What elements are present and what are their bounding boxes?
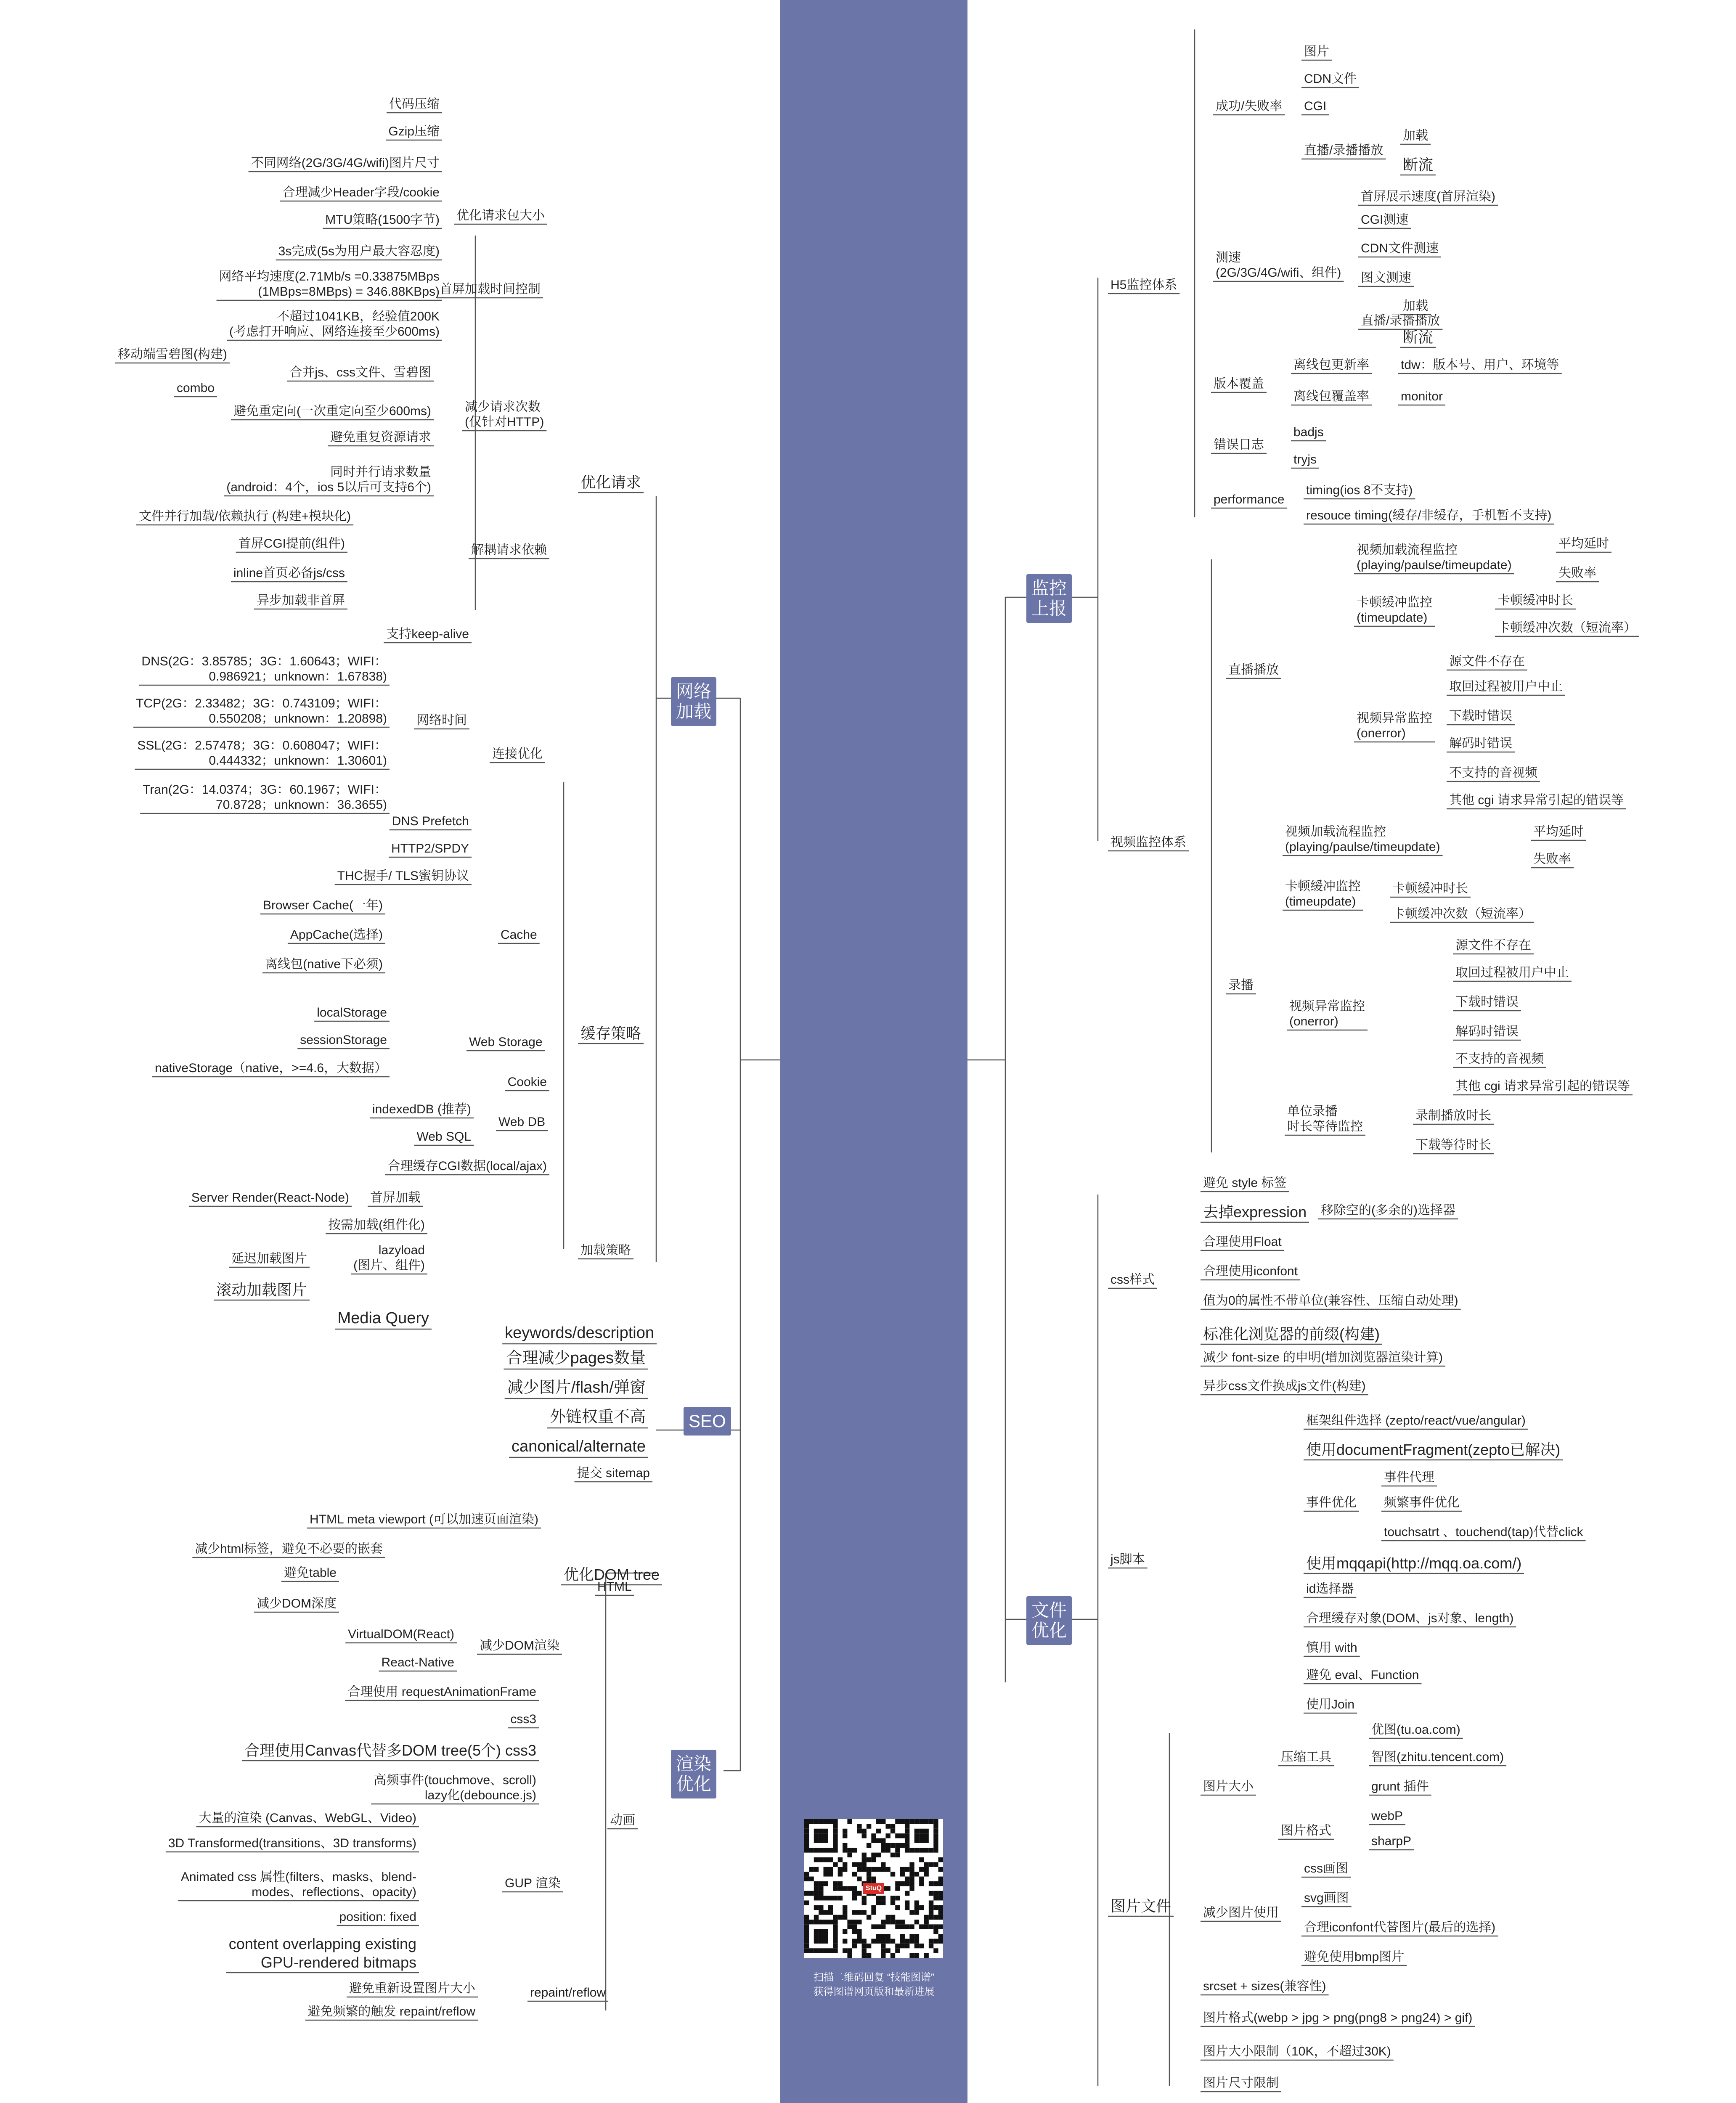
map-node-26: 网络时间 [416, 713, 467, 727]
map-node-6: 3s完成(5s为用户最大容忍度) [278, 244, 440, 258]
map-node-37: localStorage [317, 1006, 387, 1020]
map-node-93: 测速 (2G/3G/4G/wifi、组件) [1216, 251, 1341, 280]
map-node-83: 避免频繁的触发 repaint/reflow [307, 2005, 475, 2018]
map-node-137: 解码时错误 [1455, 1025, 1519, 1038]
map-node-113: 失败率 [1558, 566, 1596, 580]
map-node-158: touchsatrt 、touchend(tap)代替click [1384, 1525, 1583, 1539]
map-node-164: 避免 eval、Function [1306, 1668, 1419, 1682]
map-node-42: Cookie [507, 1075, 547, 1089]
map-node-102: 版本覆盖 [1214, 377, 1264, 391]
map-node-9: 不超过1041KB，经验值200K (考虑打开响应、网络连接至少600ms) [229, 310, 440, 339]
map-node-24: DNS(2G：3.85785；3G：1.60643；WIFI： 0.986921；unknown：1.67838) [141, 654, 387, 683]
map-node-172: 图片格式 [1281, 1824, 1331, 1838]
map-node-96: 图文测速 [1361, 271, 1411, 285]
map-node-157: 频繁事件优化 [1384, 1496, 1460, 1510]
map-node-31: HTTP2/SPDY [391, 842, 469, 856]
map-node-165: 使用Join [1306, 1698, 1355, 1711]
map-node-90: 断流 [1403, 156, 1434, 173]
map-node-100: 离线包更新率 [1293, 358, 1369, 372]
map-node-119: 取回过程被用户中止 [1449, 680, 1563, 694]
map-node-7: 网络平均速度(2.71Mb/s =0.33875MBps (1MBps=8MBps) = 346.88KBps) [219, 270, 440, 299]
map-node-178: 合理iconfont代替图片(最后的选择) [1304, 1920, 1496, 1934]
map-node-27: SSL(2G：2.57478；3G：0.608047；WIFI： 0.444332；unknown：1.30601) [137, 739, 387, 768]
map-node-101: tdw：版本号、用户、环境等 [1401, 358, 1559, 372]
map-node-169: 图片大小 [1203, 1780, 1254, 1793]
map-node-39: Web Storage [469, 1035, 543, 1049]
map-node-74: 动画 [610, 1813, 635, 1827]
map-node-17: 优化请求 [580, 474, 641, 491]
map-node-78: GUP 渲染 [505, 1876, 561, 1890]
map-node-13: 避免重定向(一次重定向至少600ms) [233, 404, 431, 418]
map-node-121: 视频异常监控 (onerror) [1357, 711, 1432, 740]
map-node-140: 单位录播 时长等待监控 [1287, 1104, 1363, 1134]
map-node-132: 源文件不存在 [1455, 938, 1531, 952]
map-node-8: 首屏加载时间控制 [440, 282, 541, 296]
map-node-1: Gzip压缩 [388, 124, 440, 138]
title-banner [780, 0, 967, 2103]
map-node-23: 支持keep-alive [386, 627, 469, 641]
map-node-166: 优图(tu.oa.com) [1371, 1723, 1460, 1737]
map-node-118: 源文件不存在 [1449, 654, 1525, 668]
map-node-19: 首屏CGI提前(组件) [238, 537, 345, 551]
map-node-21: 解耦请求依赖 [471, 543, 547, 557]
map-node-41: nativeStorage（native，>=4.6，大数据） [155, 1061, 387, 1075]
map-node-84: 图片 [1304, 45, 1329, 58]
map-node-89: 加载 [1403, 129, 1428, 143]
map-node-10: 移动端雪碧图(构建) [118, 347, 227, 361]
map-node-159: js脚本 [1111, 1552, 1145, 1566]
map-node-20: inline首页必备js/css [233, 566, 345, 580]
map-node-87: 成功/失败率 [1216, 99, 1283, 113]
map-node-29: 连接优化 [492, 747, 543, 761]
map-node-176: 图片文件 [1111, 1897, 1171, 1915]
map-node-45: Web SQL [416, 1130, 471, 1144]
map-node-32: THC握手/ TLS蜜钥协议 [337, 869, 469, 883]
map-node-126: 视频加载流程监控 (playing/paulse/timeupdate) [1285, 825, 1440, 854]
map-node-95: CDN文件测速 [1361, 241, 1439, 255]
map-node-99: 断流 [1403, 328, 1434, 346]
map-node-146: 合理使用Float [1203, 1235, 1282, 1249]
category-4: 文件 优化 [1026, 1596, 1072, 1645]
map-node-128: 失败率 [1533, 852, 1571, 866]
map-node-61: HTML meta viewport (可以加速页面渲染) [310, 1512, 538, 1526]
map-node-131: 卡顿缓冲次数（短流率） [1392, 907, 1531, 921]
map-node-28: Tran(2G：14.0374；3G：60.1967；WIFI： 70.8728；unknown：36.3655) [143, 783, 387, 812]
map-node-117: 直播播放 [1228, 663, 1279, 677]
map-node-35: Cache [501, 928, 537, 942]
map-node-170: grunt 插件 [1371, 1780, 1429, 1793]
map-node-14: 减少请求次数 (仅针对HTTP) [465, 400, 544, 429]
category-2: 渲染 优化 [671, 1750, 716, 1798]
map-node-25: TCP(2G：2.33482；3G：0.743109；WIFI： 0.550208；unknown：1.20898) [136, 697, 387, 726]
map-node-109: performance [1214, 493, 1285, 506]
map-node-143: 避免 style 标签 [1203, 1176, 1287, 1190]
map-node-60: 提交 sitemap [577, 1466, 650, 1480]
map-node-66: 减少DOM深度 [257, 1597, 337, 1610]
map-node-167: 压缩工具 [1281, 1750, 1331, 1764]
map-node-48: 首屏加载 [370, 1191, 421, 1205]
map-node-79: position: fixed [339, 1910, 416, 1924]
map-node-0: 代码压缩 [389, 97, 440, 111]
map-node-55: keywords/description [505, 1324, 654, 1342]
map-node-46: 合理缓存CGI数据(local/ajax) [387, 1159, 547, 1173]
map-node-57: 减少图片/flash/弹窗 [507, 1379, 646, 1396]
map-node-2: 不同网络(2G/3G/4G/wifi)图片尺寸 [251, 156, 440, 170]
map-node-112: 平均延时 [1558, 537, 1609, 551]
map-node-59: canonical/alternate [512, 1438, 646, 1455]
map-node-33: Browser Cache(一年) [262, 898, 383, 912]
map-node-36: 离线包(native下必须) [265, 957, 383, 971]
map-node-15: 避免重复资源请求 [330, 430, 431, 444]
map-node-68: 减少DOM渲染 [480, 1639, 559, 1653]
map-node-154: 使用documentFragment(zepto已解决) [1306, 1441, 1561, 1458]
map-node-151: 减少 font-size 的申明(增加浏览器渲染计算) [1203, 1351, 1443, 1364]
map-node-52: 加载策略 [580, 1243, 631, 1257]
map-node-145: 移除空的(多余的)选择器 [1321, 1203, 1455, 1217]
map-node-181: 图片格式(webp > jpg > png(png8 > png24) > gif) [1203, 2011, 1473, 2025]
map-node-179: 避免使用bmp图片 [1304, 1950, 1405, 1964]
map-node-73: 高频事件(touchmove、scroll) lazy化(debounce.js) [374, 1773, 536, 1802]
map-node-171: webP [1371, 1809, 1403, 1823]
map-node-38: sessionStorage [300, 1033, 387, 1047]
map-node-92: CGI测速 [1361, 213, 1409, 227]
map-node-177: 减少图片使用 [1203, 1906, 1279, 1920]
map-node-81: 避免重新设置图片大小 [349, 1981, 475, 1995]
map-node-80: content overlapping existing GPU-rendered bitmaps [228, 1935, 416, 1971]
map-node-67: VirtualDOM(React) [348, 1627, 454, 1641]
map-node-147: css样式 [1111, 1273, 1155, 1287]
map-node-141: 录制播放时长 [1415, 1109, 1491, 1123]
map-node-174: css画图 [1304, 1862, 1348, 1875]
map-node-120: 下载时错误 [1449, 709, 1512, 723]
map-node-56: 合理减少pages数量 [506, 1349, 646, 1367]
map-node-22: 异步加载非首屏 [257, 593, 345, 607]
map-node-150: 标准化浏览器的前缀(构建) [1203, 1325, 1380, 1343]
map-node-107: tryjs [1293, 453, 1317, 466]
map-node-162: 合理缓存对象(DOM、js对象、length) [1306, 1611, 1514, 1625]
qr-badge: StuQ [863, 1883, 884, 1894]
map-node-54: Media Query [337, 1309, 429, 1327]
map-node-135: 视频异常监控 (onerror) [1289, 999, 1365, 1028]
map-node-40: 缓存策略 [580, 1025, 641, 1042]
map-node-182: 图片大小限制（10K，不超过30K) [1203, 2045, 1391, 2058]
map-node-69: React-Native [381, 1655, 454, 1669]
map-node-149: 值为0的属性不带单位(兼容性、压缩自动处理) [1203, 1294, 1458, 1308]
map-node-138: 不支持的音视频 [1455, 1052, 1544, 1066]
map-node-51: 延迟加载图片 [231, 1252, 307, 1266]
map-node-72: 合理使用Canvas代替多DOM tree(5个) css3 [244, 1742, 536, 1759]
map-node-63: 避免table [284, 1566, 337, 1580]
map-node-108: timing(ios 8不支持) [1306, 483, 1413, 497]
map-node-175: svg画图 [1304, 1891, 1349, 1905]
map-node-168: 智图(zhitu.tencent.com) [1371, 1750, 1504, 1764]
map-node-133: 取回过程被用户中止 [1455, 966, 1569, 980]
map-node-144: 去掉expression [1203, 1203, 1307, 1221]
map-node-104: monitor [1401, 389, 1443, 403]
map-node-130: 卡顿缓冲时长 [1392, 882, 1468, 895]
map-node-116: 卡顿缓冲次数（短流率） [1497, 621, 1636, 635]
map-node-122: 解码时错误 [1449, 736, 1512, 750]
map-node-134: 录播 [1228, 978, 1254, 992]
map-node-127: 平均延时 [1533, 825, 1584, 839]
category-3: 监控 上报 [1026, 574, 1072, 623]
qr-caption-line1: 扫描二维码回复 “技能图谱” [814, 1972, 934, 1983]
map-node-49: 按需加载(组件化) [328, 1218, 425, 1232]
map-node-53: 滚动加载图片 [216, 1281, 307, 1298]
map-node-155: 事件代理 [1384, 1470, 1434, 1484]
map-node-44: Web DB [498, 1115, 546, 1129]
map-node-115: 卡顿缓冲时长 [1497, 593, 1573, 607]
map-node-11: 合并js、css文件、雪碧图 [289, 366, 431, 379]
map-node-50: lazyload (图片、组件) [353, 1243, 425, 1272]
map-node-88: 直播/录播播放 [1304, 143, 1383, 157]
map-node-163: 慎用 with [1306, 1641, 1357, 1655]
map-node-148: 合理使用iconfont [1203, 1264, 1298, 1278]
map-node-18: 文件并行加载/依赖执行 (构建+模块化) [139, 509, 351, 523]
map-node-71: css3 [510, 1712, 536, 1726]
map-node-76: 3D Transformed(transitions、3D transforms) [168, 1836, 416, 1850]
map-node-110: resouce timing(缓存/非缓存，手机暂不支持) [1306, 509, 1552, 522]
map-node-153: 框架组件选择 (zepto/react/vue/angular) [1306, 1414, 1526, 1428]
map-node-75: 大量的渲染 (Canvas、WebGL、Video) [199, 1811, 416, 1825]
map-node-65: HTML [597, 1580, 632, 1594]
map-node-161: id选择器 [1306, 1582, 1354, 1596]
category-1: SEO [684, 1407, 731, 1436]
map-node-160: 使用mqqapi(http://mqq.oa.com/) [1306, 1555, 1522, 1572]
map-node-180: srcset + sizes(兼容性) [1203, 1979, 1326, 1993]
map-node-86: CGI [1304, 99, 1327, 113]
map-node-77: Animated css 属性(filters、masks、blend- modes、reflections、opacity) [180, 1870, 416, 1899]
map-node-62: 减少html标签，避免不必要的嵌套 [195, 1542, 383, 1556]
map-node-105: badjs [1293, 425, 1324, 439]
qr-code [804, 1819, 943, 1958]
category-0: 网络 加载 [671, 677, 716, 726]
map-node-173: sharpP [1371, 1834, 1412, 1848]
map-node-30: DNS Prefetch [392, 814, 469, 828]
map-node-123: 不支持的音视频 [1449, 766, 1537, 780]
map-node-136: 下载时错误 [1455, 995, 1519, 1009]
map-node-58: 外链权重不高 [549, 1408, 646, 1426]
qr-caption-line2: 获得图谱网页版和最新进展 [813, 1986, 935, 1997]
map-node-94: H5监控体系 [1111, 278, 1177, 292]
qr-caption [787, 1971, 961, 1999]
map-node-156: 事件优化 [1306, 1496, 1357, 1510]
map-node-114: 卡顿缓冲监控 (timeupdate) [1357, 596, 1432, 625]
map-node-111: 视频加载流程监控 (playing/paulse/timeupdate) [1357, 543, 1512, 572]
map-node-82: repaint/reflow [530, 1986, 606, 2000]
map-node-91: 首屏展示速度(首屏渲染) [1361, 190, 1495, 204]
map-node-34: AppCache(选择) [290, 928, 383, 942]
map-node-183: 图片尺寸限制 [1203, 2076, 1279, 2090]
map-node-129: 卡顿缓冲监控 (timeupdate) [1285, 879, 1361, 908]
map-node-70: 合理使用 requestAnimationFrame [347, 1685, 536, 1699]
map-node-47: Server Render(React-Node) [191, 1191, 349, 1205]
map-node-12: combo [177, 381, 215, 395]
map-node-64: 优化DOM tree [564, 1566, 660, 1583]
map-node-16: 同时并行请求数量 (android：4个，ios 5以后可支持6个) [226, 465, 431, 494]
map-node-98: 加载 [1403, 299, 1428, 313]
map-node-124: 其他 cgi 请求异常引起的错误等 [1449, 793, 1624, 807]
map-node-142: 下载等待时长 [1415, 1138, 1491, 1152]
map-node-3: 合理减少Header字段/cookie [282, 185, 440, 199]
map-node-85: CDN文件 [1304, 72, 1357, 86]
map-node-152: 异步css文件换成js文件(构建) [1203, 1379, 1366, 1393]
map-node-106: 错误日志 [1214, 438, 1264, 452]
map-node-43: indexedDB (推荐) [372, 1102, 471, 1116]
map-node-5: 优化请求包大小 [456, 209, 545, 222]
map-node-97: 直播/录播播放 [1361, 314, 1440, 328]
map-node-125: 视频监控体系 [1111, 835, 1186, 849]
map-node-139: 其他 cgi 请求异常引起的错误等 [1455, 1079, 1630, 1093]
map-node-4: MTU策略(1500字节) [325, 213, 440, 227]
map-node-103: 离线包覆盖率 [1293, 389, 1369, 403]
